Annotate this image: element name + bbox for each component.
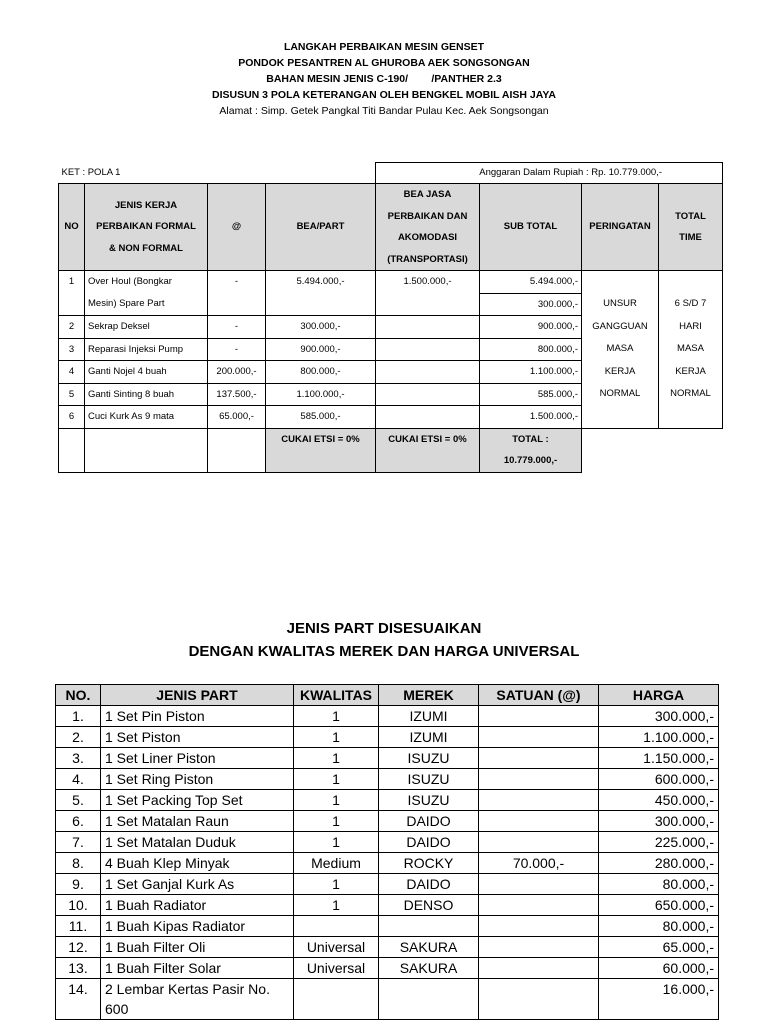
parts-satuan (479, 706, 599, 727)
parts-harga: 600.000,- (599, 769, 719, 790)
budget-label: Anggaran Dalam Rupiah : Rp. 10.779.000,- (376, 163, 723, 184)
cell-per (582, 271, 659, 294)
parts-merek: ISUZU (379, 748, 479, 769)
table-row (59, 293, 723, 316)
parts-part: 4 Buah Klep Minyak (101, 853, 294, 874)
parts-part: 1 Buah Filter Solar (101, 958, 294, 979)
grand-total (480, 428, 582, 472)
table-header-row (59, 184, 723, 271)
table-row (56, 853, 719, 874)
table-row (56, 958, 719, 979)
footer-empty-at (208, 428, 266, 472)
table-row (56, 937, 719, 958)
cell-per: KERJA (582, 361, 659, 384)
cell-at: - (208, 271, 266, 294)
header-engine-type: BAHAN MESIN JENIS C-190/ /PANTHER 2.3 (266, 73, 502, 85)
parts-col-part: JENIS PART (101, 685, 294, 706)
parts-harga: 80.000,- (599, 916, 719, 937)
parts-merek: ROCKY (379, 853, 479, 874)
col-jasa-line4: (TRANSPORTASI) (387, 253, 468, 265)
col-bea-part: BEA/PART (266, 184, 376, 271)
header-institution: PONDOK PESANTREN AL GHUROBA AEK SONGSONGAN (238, 57, 530, 69)
cell-jasa: 1.500.000,- (376, 271, 480, 294)
parts-kw: 1 (294, 895, 379, 916)
cukai-jasa: CUKAI ETSI = 0% (376, 428, 480, 472)
parts-kwalitas (294, 979, 379, 1020)
col-time-line1: TOTAL (675, 210, 706, 222)
cell-no: 1 (59, 271, 85, 294)
parts-no: 13. (56, 958, 101, 979)
table-row (59, 361, 723, 384)
table-footer-row (59, 428, 723, 472)
parts-kw: 1 (294, 790, 379, 811)
cell-per: GANGGUAN (582, 316, 659, 339)
table-row (56, 727, 719, 748)
cell-time: KERJA (659, 361, 723, 384)
footer-empty-jenis (85, 428, 208, 472)
table-row (56, 706, 719, 727)
cell-bea: 300.000,- (266, 316, 376, 339)
col-jasa-line2: PERBAIKAN DAN (387, 210, 468, 222)
parts-merek: DAIDO (379, 811, 479, 832)
col-jasa-line1: BEA JASA (403, 189, 452, 200)
parts-no: 4. (56, 769, 101, 790)
cell-at: 137.500,- (208, 383, 266, 406)
parts-kw: 1 (294, 769, 379, 790)
parts-harga: 65.000,- (599, 937, 719, 958)
cell-bea: 5.494.000,- (266, 271, 376, 294)
table-row (56, 895, 719, 916)
cell-sub: 1.500.000,- (480, 406, 582, 429)
table-row (56, 748, 719, 769)
parts-harga: 1.100.000,- (599, 727, 719, 748)
cell-time (659, 271, 723, 294)
header-workshop: DISUSUN 3 POLA KETERANGAN OLEH BENGKEL MOBIL AISH JAYA (211, 89, 557, 101)
col-bea-jasa (376, 184, 480, 271)
col-jenis-line3: & NON FORMAL (109, 242, 183, 254)
cell-at: - (208, 338, 266, 361)
parts-merek: SAKURA (379, 958, 479, 979)
cell-bea: 585.000,- (266, 406, 376, 429)
parts-section-title (0, 617, 768, 663)
parts-merek: DAIDO (379, 874, 479, 895)
cell-sub: 800.000,- (480, 338, 582, 361)
grand-total-value: 10.779.000,- (503, 455, 558, 466)
parts-kw: 1 (294, 874, 379, 895)
parts-no: 7. (56, 832, 101, 853)
parts-no: 11. (56, 916, 101, 937)
cell-at (208, 293, 266, 316)
parts-header-row (56, 685, 719, 706)
parts-no: 3. (56, 748, 101, 769)
grand-total-label: TOTAL : (512, 433, 549, 445)
parts-no: 9. (56, 874, 101, 895)
col-sub-total: SUB TOTAL (480, 184, 582, 271)
table-row (56, 769, 719, 790)
col-no: NO (59, 184, 85, 271)
parts-no: 2. (56, 727, 101, 748)
cell-time: MASA (659, 338, 723, 361)
cell-jasa (376, 293, 480, 316)
col-time-line2: TIME (679, 232, 702, 243)
table-row (59, 383, 723, 406)
cell-time: NORMAL (659, 383, 723, 406)
footer-blank (582, 428, 723, 472)
cell-time (659, 406, 723, 429)
cell-jasa (376, 383, 480, 406)
parts-harga: 450.000,- (599, 790, 719, 811)
table-row (59, 271, 723, 294)
parts-col-satuan: SATUAN (@) (479, 685, 599, 706)
table-row (56, 874, 719, 895)
parts-part: 1 Set Packing Top Set (101, 790, 294, 811)
table-row (56, 811, 719, 832)
cell-no: 6 (59, 406, 85, 429)
cell-at: 65.000,- (208, 406, 266, 429)
cell-jenis: Reparasi Injeksi Pump (85, 338, 208, 361)
parts-satuan (479, 748, 599, 769)
cell-per: MASA (582, 338, 659, 361)
cell-time: HARI (659, 316, 723, 339)
parts-satuan (479, 811, 599, 832)
parts-satuan (479, 958, 599, 979)
parts-part: 1 Set Liner Piston (101, 748, 294, 769)
parts-harga: 1.150.000,- (599, 748, 719, 769)
cukai-bea: CUKAI ETSI = 0% (266, 428, 376, 472)
parts-harga: 16.000,- (599, 979, 719, 1020)
cell-per (582, 406, 659, 429)
parts-kw: 1 (294, 811, 379, 832)
parts-satuan (479, 769, 599, 790)
parts-no: 8. (56, 853, 101, 874)
parts-no: 1. (56, 706, 101, 727)
cell-no: 3 (59, 338, 85, 361)
parts-no: 5. (56, 790, 101, 811)
repair-plan-body (59, 271, 723, 429)
parts-part: 1 Set Matalan Raun (101, 811, 294, 832)
cell-sub: 900.000,- (480, 316, 582, 339)
cell-bea: 800.000,- (266, 361, 376, 384)
parts-satuan (479, 895, 599, 916)
parts-col-kwalitas: KWALITAS (294, 685, 379, 706)
parts-title-line1: JENIS PART DISESUAIKAN (286, 620, 482, 637)
parts-col-merek: MEREK (379, 685, 479, 706)
cell-time: 6 S/D 7 (659, 293, 723, 316)
parts-part: 1 Buah Filter Oli (101, 937, 294, 958)
cell-jasa (376, 316, 480, 339)
table-row (59, 316, 723, 339)
parts-merek: IZUMI (379, 706, 479, 727)
parts-kw: Universal (294, 958, 379, 979)
parts-part: 1 Buah Radiator (101, 895, 294, 916)
cell-jenis: Cuci Kurk As 9 mata (85, 406, 208, 429)
cell-at: 200.000,- (208, 361, 266, 384)
parts-part: 1 Set Ring Piston (101, 769, 294, 790)
parts-kw: Universal (294, 937, 379, 958)
header-title: LANGKAH PERBAIKAN MESIN GENSET (283, 41, 485, 53)
parts-merek: ISUZU (379, 790, 479, 811)
cell-bea: 1.100.000,- (266, 383, 376, 406)
col-at: @ (208, 184, 266, 271)
document-header (0, 39, 768, 119)
parts-no: 12. (56, 937, 101, 958)
parts-part: 1 Buah Kipas Radiator (101, 916, 294, 937)
parts-kw: 1 (294, 706, 379, 727)
parts-kw: 1 (294, 832, 379, 853)
parts-body (56, 706, 719, 979)
cell-jenis: Sekrap Deksel (85, 316, 208, 339)
col-jasa-line3: AKOMODASI (397, 232, 458, 243)
table-row (56, 916, 719, 937)
cell-sub: 1.100.000,- (480, 361, 582, 384)
parts-merek: DAIDO (379, 832, 479, 853)
parts-table (55, 684, 719, 1020)
cell-jasa (376, 361, 480, 384)
parts-name-line1: 2 Lembar Kertas Pasir No. (105, 981, 270, 997)
cell-bea (266, 293, 376, 316)
parts-satuan: 70.000,- (479, 853, 599, 874)
parts-part: 1 Set Pin Piston (101, 706, 294, 727)
cell-bea: 900.000,- (266, 338, 376, 361)
parts-col-no: NO. (56, 685, 101, 706)
parts-satuan (479, 937, 599, 958)
cell-sub: 5.494.000,- (480, 271, 582, 294)
cell-no: 2 (59, 316, 85, 339)
parts-name-line2: 600 (105, 1001, 129, 1017)
col-total-time (659, 184, 723, 271)
parts-merek: SAKURA (379, 937, 479, 958)
cell-jenis: Mesin) Spare Part (85, 293, 208, 316)
ket-label: KET : POLA 1 (61, 166, 121, 178)
parts-harga: 300.000,- (599, 706, 719, 727)
col-peringatan: PERINGATAN (582, 184, 659, 271)
cell-sub: 585.000,- (480, 383, 582, 406)
cell-per: UNSUR (582, 293, 659, 316)
footer-empty-no (59, 428, 85, 472)
table-row (56, 832, 719, 853)
parts-title-line2: DENGAN KWALITAS MEREK DAN HARGA UNIVERSAL (188, 643, 580, 660)
table-row (56, 790, 719, 811)
parts-satuan (479, 916, 599, 937)
parts-satuan (479, 979, 599, 1020)
parts-satuan (479, 874, 599, 895)
cell-sub: 300.000,- (480, 293, 582, 316)
repair-plan-table (58, 162, 723, 473)
parts-no: 6. (56, 811, 101, 832)
parts-satuan (479, 727, 599, 748)
cell-no: 4 (59, 361, 85, 384)
parts-col-harga: HARGA (599, 685, 719, 706)
parts-harga: 300.000,- (599, 811, 719, 832)
table-row (59, 338, 723, 361)
parts-harga: 225.000,- (599, 832, 719, 853)
cell-jenis: Ganti Sinting 8 buah (85, 383, 208, 406)
cell-no (59, 293, 85, 316)
col-jenis-kerja (85, 184, 208, 271)
parts-harga: 80.000,- (599, 874, 719, 895)
cell-jenis: Over Houl (Bongkar (85, 271, 208, 294)
parts-part: 1 Set Piston (101, 727, 294, 748)
col-jenis-line2: PERBAIKAN FORMAL (96, 221, 196, 233)
parts-satuan (479, 790, 599, 811)
table-row (56, 979, 719, 1020)
parts-satuan (479, 832, 599, 853)
cell-at: - (208, 316, 266, 339)
parts-merek: DENSO (379, 895, 479, 916)
cell-no: 5 (59, 383, 85, 406)
parts-harga: 650.000,- (599, 895, 719, 916)
header-address: Alamat : Simp. Getek Pangkal Titi Bandar Pulau Kec. Aek Songsongan (219, 105, 549, 117)
parts-no: 14. (56, 979, 101, 1020)
parts-kw (294, 916, 379, 937)
parts-merek (379, 916, 479, 937)
cell-jenis: Ganti Nojel 4 buah (85, 361, 208, 384)
parts-name (101, 979, 294, 1020)
parts-kw: 1 (294, 727, 379, 748)
cell-jasa (376, 338, 480, 361)
cell-per: NORMAL (582, 383, 659, 406)
parts-part: 1 Set Ganjal Kurk As (101, 874, 294, 895)
parts-merek (379, 979, 479, 1020)
col-jenis-line1: JENIS KERJA (114, 199, 178, 211)
parts-no: 10. (56, 895, 101, 916)
parts-merek: IZUMI (379, 727, 479, 748)
cell-jasa (376, 406, 480, 429)
parts-part: 1 Set Matalan Duduk (101, 832, 294, 853)
parts-harga: 60.000,- (599, 958, 719, 979)
parts-kw: 1 (294, 748, 379, 769)
table-row (59, 406, 723, 429)
parts-merek: ISUZU (379, 769, 479, 790)
parts-kw: Medium (294, 853, 379, 874)
parts-harga: 280.000,- (599, 853, 719, 874)
